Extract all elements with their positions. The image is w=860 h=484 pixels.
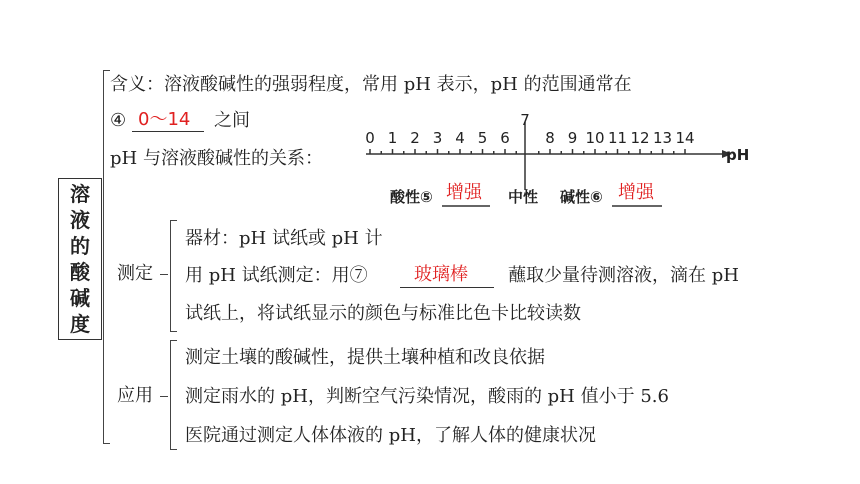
tick-label-1: 1: [387, 129, 398, 147]
title-char-2: 液: [70, 208, 90, 232]
meaning-after: 之间: [214, 110, 250, 131]
title-char-3: 的: [70, 234, 90, 258]
tick-label-3: 3: [432, 129, 443, 147]
measure-line-1: 器材：pH 试纸或 pH 计: [185, 228, 383, 249]
main-brace: [103, 70, 110, 444]
relation-label: pH 与溶液酸碱性的关系：: [110, 148, 323, 169]
tick-label-13: 13: [652, 129, 673, 147]
tick-label-5: 5: [477, 129, 488, 147]
meaning-blank: [132, 131, 204, 132]
apply-line-2: 测定雨水的 pH，判断空气污染情况，酸雨的 pH 值小于 5.6: [185, 386, 669, 407]
apply-line-1: 测定土壤的酸碱性，提供土壤种植和改良依据: [185, 347, 545, 368]
tick-label-7: 7: [520, 111, 530, 129]
title-char-1: 溶: [70, 182, 90, 206]
tick-label-9: 9: [567, 129, 578, 147]
apply-heading: 应用: [117, 385, 153, 406]
tick-label-4: 4: [455, 129, 465, 147]
tick-label-11: 11: [607, 129, 628, 147]
measure-heading: 测定: [117, 263, 153, 284]
measure-brace: [170, 220, 177, 332]
tick-label-10: 10: [585, 129, 605, 147]
tick-label-14: 14: [675, 129, 695, 147]
title-char-6: 度: [70, 312, 90, 336]
measure-line-3: 试纸上，将试纸显示的颜色与标准比色卡比较读数: [185, 303, 581, 324]
meaning-line-1: 含义：溶液酸碱性的强弱程度，常用 pH 表示，pH 的范围通常在: [110, 74, 632, 95]
base-label: 碱性⑥: [560, 188, 603, 206]
acid-label: 酸性⑤: [390, 188, 433, 206]
neutral-label: 中性: [508, 188, 539, 206]
tick-label-12: 12: [630, 129, 650, 147]
meaning-answer: 0～14: [138, 109, 191, 130]
meaning-circled-4: ④: [110, 110, 127, 131]
measure-connector: [160, 274, 168, 275]
title-char-5: 碱: [70, 286, 90, 310]
axis-label-ph: pH: [726, 146, 750, 164]
measure-line-2-pre: 用 pH 试纸测定：用⑦: [185, 265, 368, 286]
measure-answer: 玻璃棒: [414, 264, 468, 285]
tick-label-2: 2: [410, 129, 420, 147]
apply-connector: [160, 396, 168, 397]
measure-line-2-post: 蘸取少量待测溶液，滴在 pH: [508, 265, 739, 286]
ph-scale: [350, 108, 760, 218]
title-char-4: 酸: [70, 260, 90, 284]
apply-brace: [170, 340, 177, 450]
measure-blank: [400, 287, 494, 288]
apply-line-3: 医院通过测定人体体液的 pH，了解人体的健康状况: [185, 425, 596, 446]
base-answer: 增强: [618, 182, 654, 203]
tick-label-6: 6: [500, 129, 510, 147]
tick-label-0: 0: [365, 129, 375, 147]
acid-answer: 增强: [446, 182, 482, 203]
tick-label-8: 8: [545, 129, 555, 147]
